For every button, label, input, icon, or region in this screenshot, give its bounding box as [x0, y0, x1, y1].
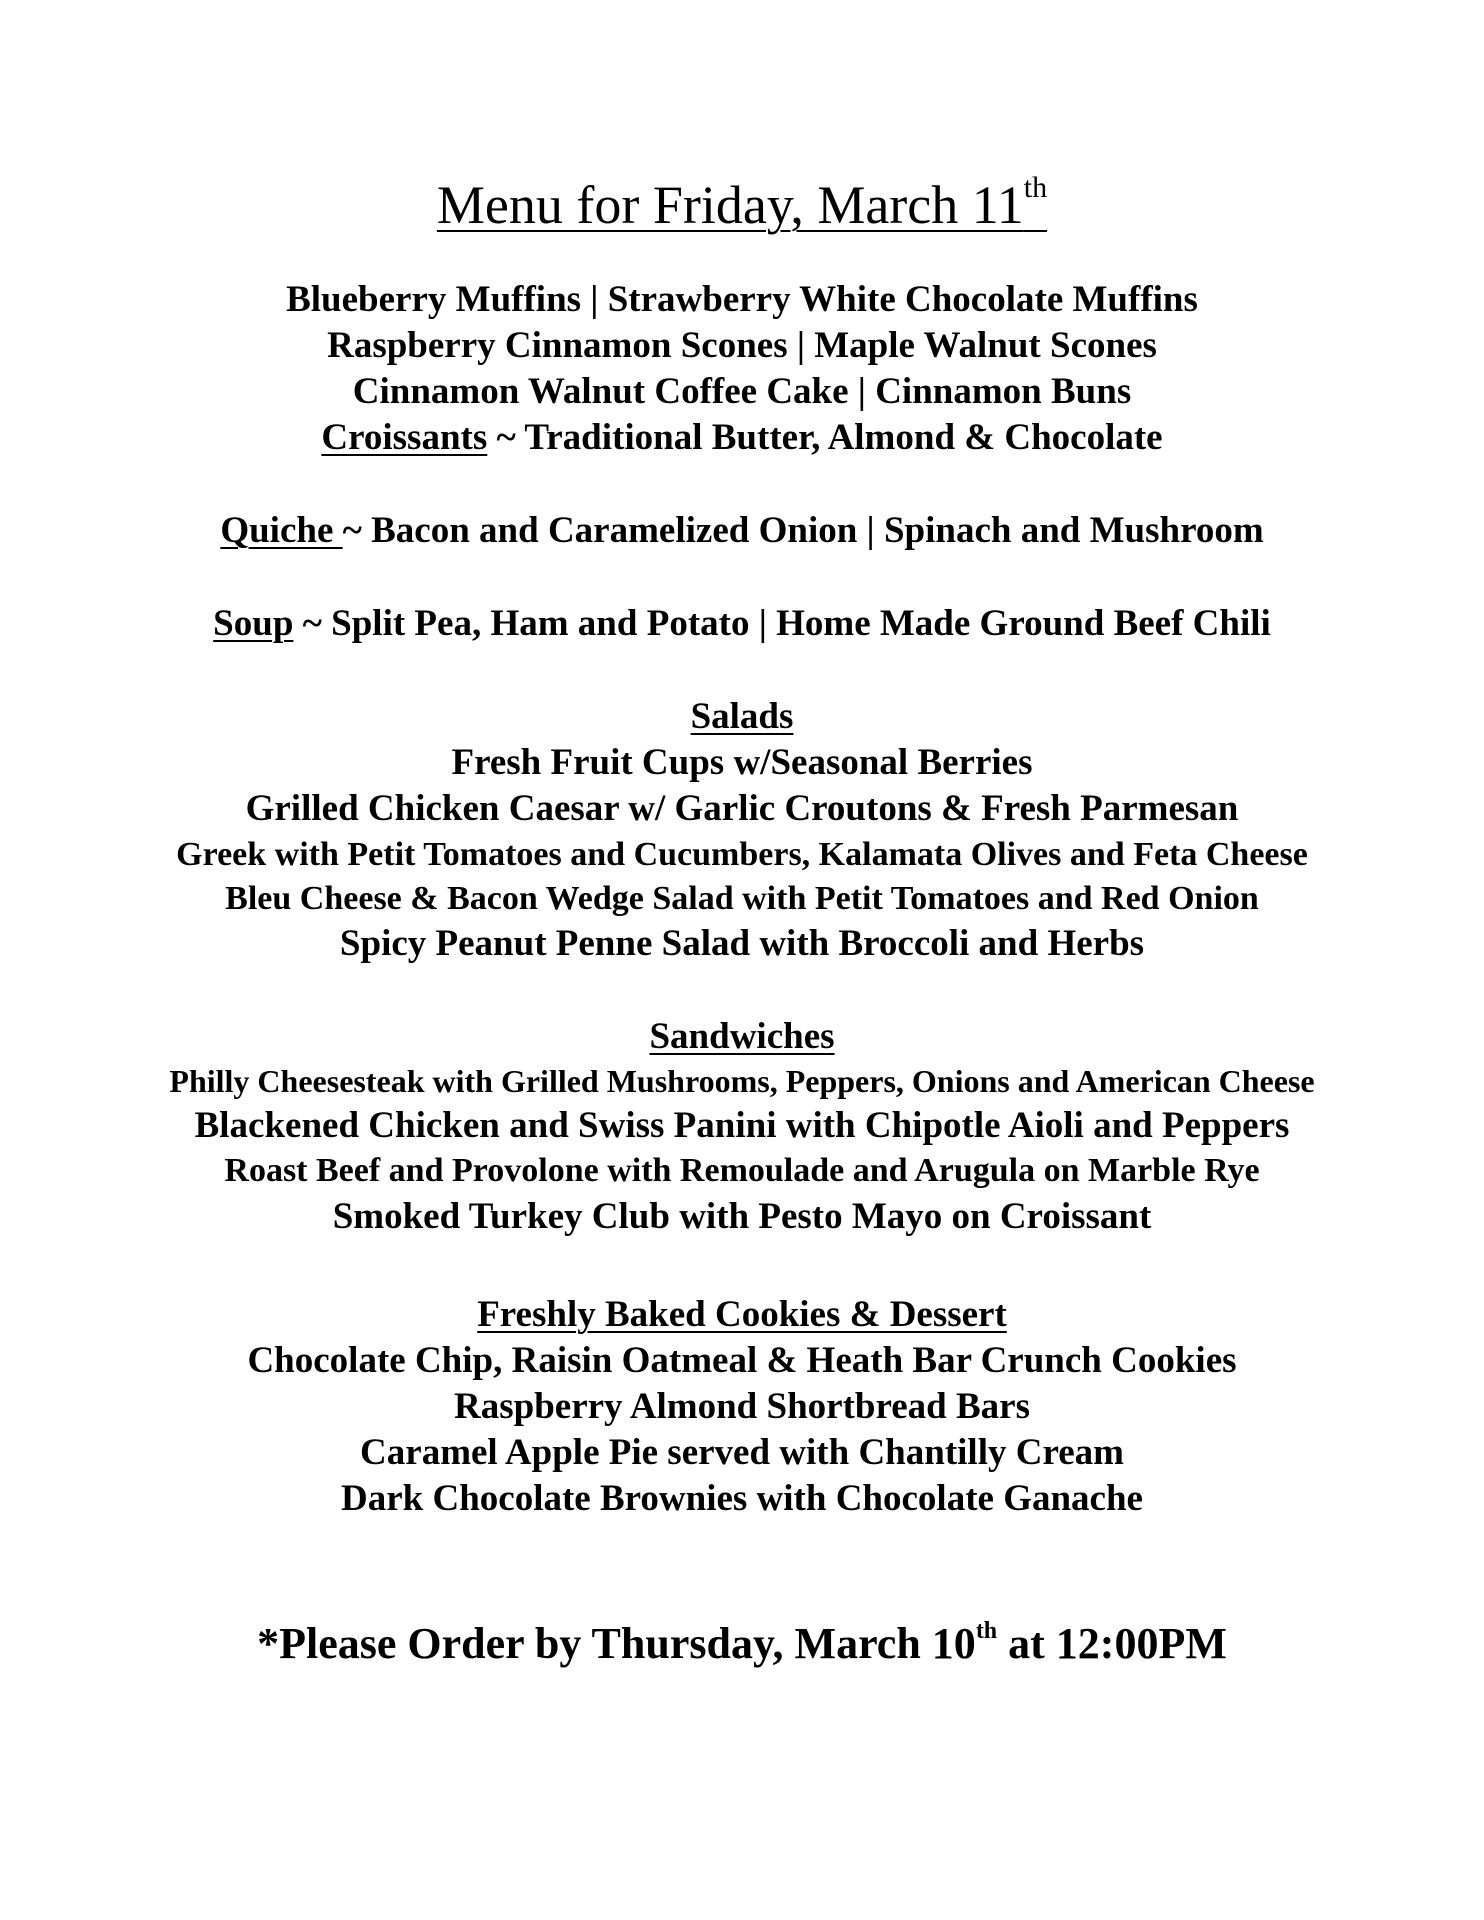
croissants-line — [0, 419, 1484, 456]
croissants-label: Croissants — [321, 417, 488, 458]
page-title — [0, 171, 1484, 235]
bakery-line-3: Cinnamon Walnut Coffee Cake | Cinnamon Buns — [352, 371, 1132, 412]
salad-item: Grilled Chicken Caesar w/ Garlic Croutons & Fresh Parmesan — [245, 788, 1239, 829]
quiche-label: Quiche — [220, 510, 343, 551]
dessert-item: Chocolate Chip, Raisin Oatmeal & Heath Bar Crunch Cookies — [247, 1340, 1237, 1381]
salads-heading: Salads — [690, 696, 794, 737]
bakery-line-2: Raspberry Cinnamon Scones | Maple Walnut Scones — [327, 325, 1157, 366]
quiche-line — [0, 512, 1484, 549]
soup-line — [0, 605, 1484, 642]
salad-item: Spicy Peanut Penne Salad with Broccoli and Herbs — [339, 923, 1145, 964]
dessert-item: Dark Chocolate Brownies with Chocolate Ganache — [341, 1478, 1143, 1519]
order-deadline-text: *Please Order by Thursday, March 10 — [257, 1619, 976, 1668]
dessert-item: Raspberry Almond Shortbread Bars — [454, 1386, 1030, 1427]
salad-item: Greek with Petit Tomatoes and Cucumbers, Kalamata Olives and Feta Cheese — [176, 836, 1308, 873]
dessert-item: Caramel Apple Pie served with Chantilly Cream — [360, 1432, 1124, 1473]
croissants-text: ~ Traditional Butter, Almond & Chocolate — [487, 417, 1163, 458]
order-deadline-superscript: th — [975, 1618, 998, 1644]
sandwich-item: Roast Beef and Provolone with Remoulade and Arugula on Marble Rye — [224, 1152, 1260, 1189]
sandwich-item: Philly Cheesesteak with Grilled Mushrooms, Peppers, Onions and American Cheese — [169, 1063, 1315, 1099]
sandwich-item: Smoked Turkey Club with Pesto Mayo on Croissant — [332, 1196, 1152, 1237]
salad-item: Bleu Cheese & Bacon Wedge Salad with Petit Tomatoes and Red Onion — [225, 880, 1259, 917]
soup-label: Soup — [213, 603, 294, 644]
page-title-text-wrap — [436, 171, 1048, 235]
order-deadline-time: at 12:00PM — [997, 1619, 1227, 1668]
order-deadline-note — [0, 1618, 1484, 1668]
sandwich-item: Blackened Chicken and Swiss Panini with Chipotle Aioli and Peppers — [194, 1105, 1290, 1146]
soup-text: ~ Split Pea, Ham and Potato | Home Made Ground Beef Chili — [293, 603, 1271, 644]
desserts-heading: Freshly Baked Cookies & Dessert — [477, 1294, 1007, 1335]
page-title-text: Menu for Friday, March 11 — [436, 175, 1024, 235]
sandwiches-heading: Sandwiches — [649, 1016, 835, 1057]
bakery-line-1: Blueberry Muffins | Strawberry White Chocolate Muffins — [286, 279, 1198, 320]
quiche-text: ~ Bacon and Caramelized Onion | Spinach and Mushroom — [342, 510, 1264, 551]
page-title-superscript: th — [1023, 171, 1048, 204]
salad-item: Fresh Fruit Cups w/Seasonal Berries — [451, 742, 1033, 783]
